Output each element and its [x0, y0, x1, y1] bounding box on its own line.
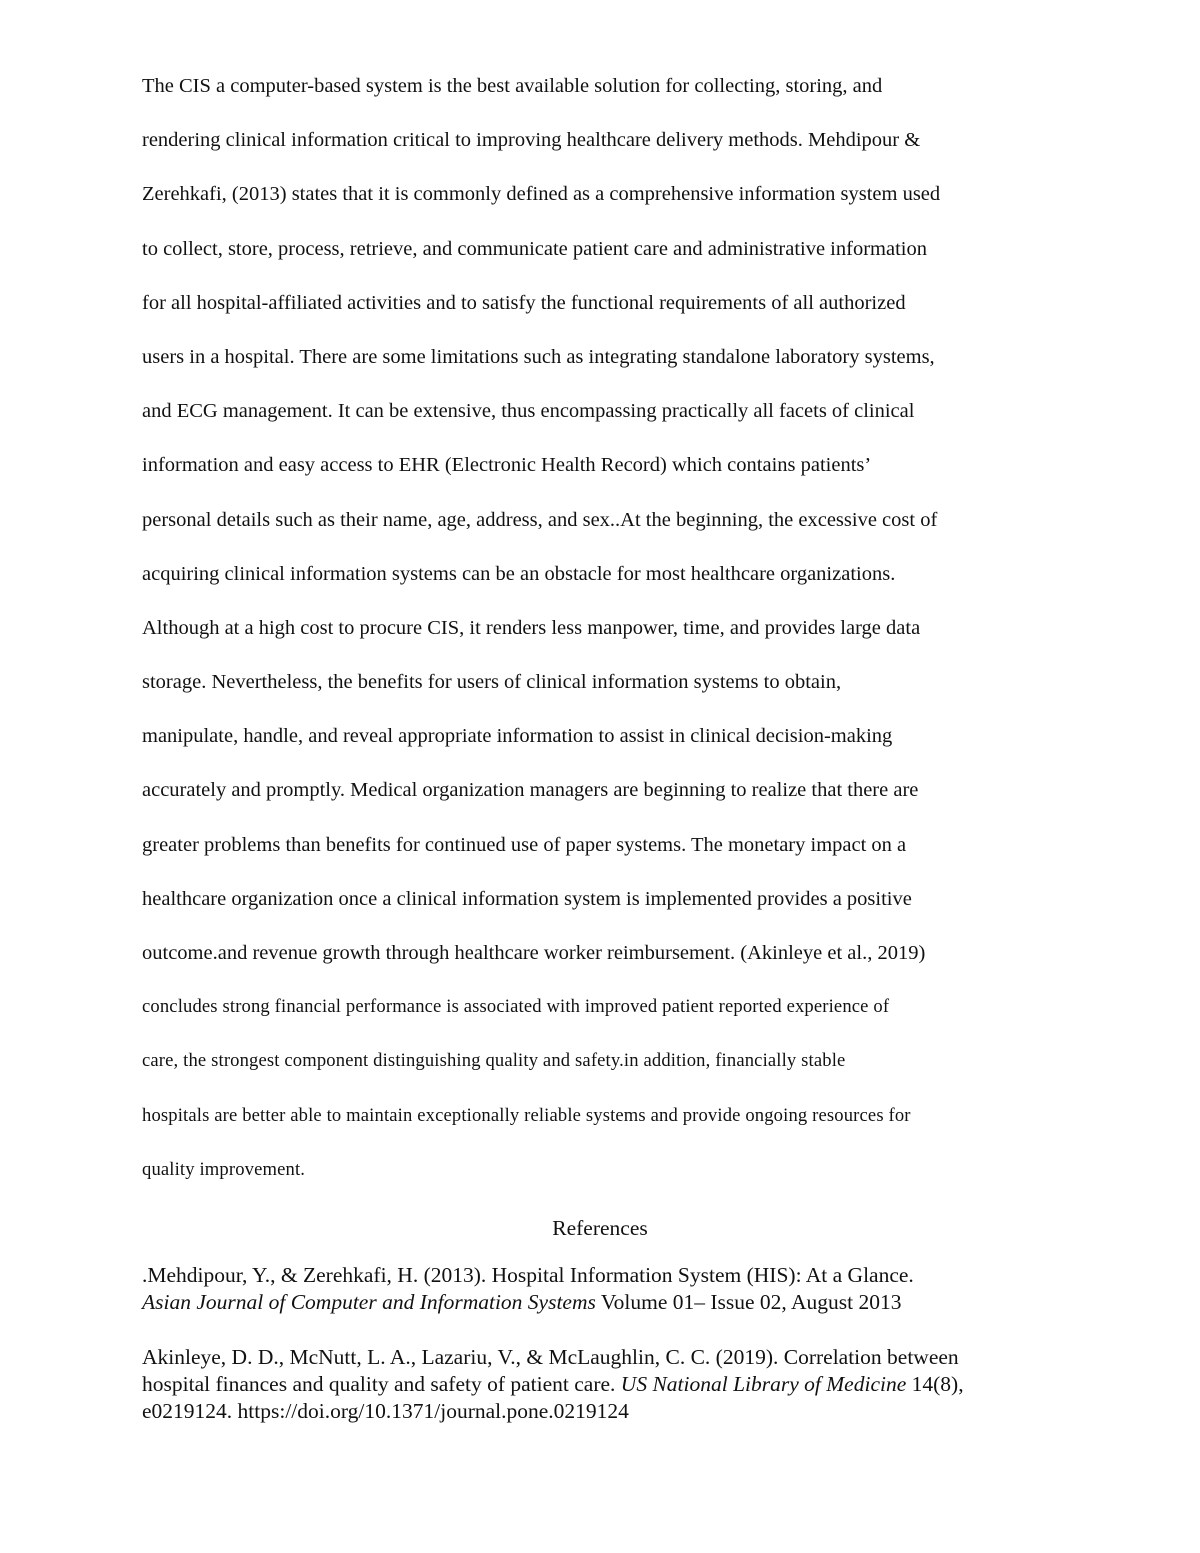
- body-line: users in a hospital. There are some limitations such as integrating standalone laboratory systems,: [142, 345, 935, 368]
- body-line: acquiring clinical information systems can be an obstacle for most healthcare organizations.: [142, 562, 896, 585]
- body-line: hospitals are better able to maintain exceptionally reliable systems and provide ongoing resources for: [142, 1104, 911, 1126]
- body-line: manipulate, handle, and reveal appropriate information to assist in clinical decision-making: [142, 725, 893, 748]
- reference-details: Volume 01– Issue 02, August 2013: [595, 1290, 902, 1314]
- body-line: Although at a high cost to procure CIS, it renders less manpower, time, and provides large data: [142, 616, 921, 639]
- reference-line: .Mehdipour, Y., & Zerehkafi, H. (2013). Hospital Information System (HIS): At a Glance.: [142, 1263, 914, 1287]
- body-line: to collect, store, process, retrieve, and communicate patient care and administrative information: [142, 237, 927, 260]
- references-heading: References: [552, 1216, 648, 1240]
- body-line: accurately and promptly. Medical organization managers are beginning to realize that there are: [142, 779, 919, 802]
- reference-line: Akinleye, D. D., McNutt, L. A., Lazariu, V., & McLaughlin, C. C. (2019). Correlation between: [142, 1345, 959, 1369]
- reference-entry: [142, 1262, 1082, 1316]
- journal-title: US National Library of Medicine: [620, 1372, 907, 1396]
- body-line: healthcare organization once a clinical information system is implemented provides a positive: [142, 887, 912, 910]
- body-line: information and easy access to EHR (Electronic Health Record) which contains patients’: [142, 454, 872, 477]
- body-line: concludes strong financial performance is associated with improved patient reported experience of: [142, 996, 890, 1018]
- body-line: The CIS a computer-based system is the best available solution for collecting, storing, and: [142, 75, 883, 97]
- reference-volume: 14(8),: [906, 1372, 964, 1396]
- body-line: greater problems than benefits for continued use of paper systems. The monetary impact on a: [142, 833, 907, 856]
- reference-line: [142, 1371, 1082, 1398]
- body-line: outcome.and revenue growth through healthcare worker reimbursement. (Akinleye et al., 2019): [142, 942, 926, 964]
- body-line: quality improvement.: [142, 1158, 306, 1180]
- body-line: care, the strongest component distinguishing quality and safety.in addition, financially stable: [142, 1050, 846, 1072]
- body-line: personal details such as their name, age, address, and sex..At the beginning, the excessive cost of: [142, 508, 938, 531]
- journal-title: Asian Journal of Computer and Information Systems: [142, 1290, 596, 1314]
- reference-doi: e0219124. https://doi.org/10.1371/journal.pone.0219124: [142, 1399, 629, 1423]
- reference-entry: [142, 1344, 1082, 1425]
- body-line: and ECG management. It can be extensive, thus encompassing practically all facets of clinical: [142, 400, 915, 423]
- reference-line: [142, 1289, 1082, 1316]
- body-line: storage. Nevertheless, the benefits for users of clinical information systems to obtain,: [142, 671, 842, 694]
- body-text: [142, 70, 1072, 1208]
- body-line: for all hospital-affiliated activities and to satisfy the functional requirements of all authorized: [142, 291, 906, 314]
- reference-text: hospital finances and quality and safety of patient care.: [142, 1372, 621, 1396]
- body-line: rendering clinical information critical to improving healthcare delivery methods. Mehdipour &: [142, 129, 921, 152]
- body-line: Zerehkafi, (2013) states that it is commonly defined as a comprehensive information system used: [142, 183, 941, 206]
